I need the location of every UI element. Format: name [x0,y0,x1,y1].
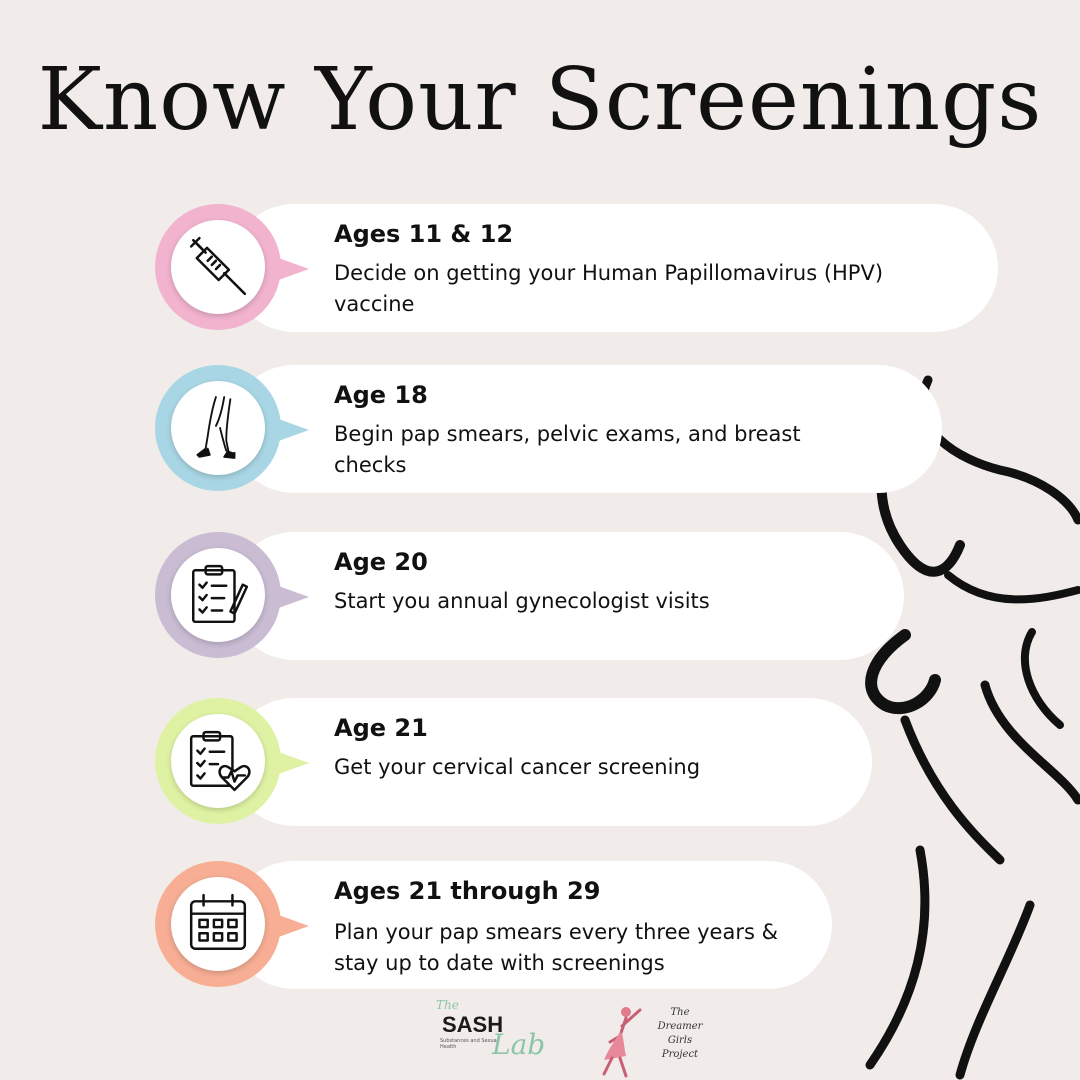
item-description-line-1: Plan your pap smears every three years & [334,920,778,944]
item-description-line-1: Begin pap smears, pelvic exams, and breast [334,422,801,446]
item-heading: Age 20 [334,548,428,576]
item-description-line-1: Get your cervical cancer screening [334,755,701,779]
clipboard-heart-icon [171,714,265,808]
item-heading: Age 18 [334,381,428,409]
screening-item-ages-21-29 [0,855,1080,995]
dreamer-girl-figure-icon [596,1002,652,1078]
legs-heels-icon [171,381,265,475]
item-description-line-1: Decide on getting your Human Papillomavirus (HPV) [334,261,884,285]
item-description-line-2: stay up to date with screenings [334,951,665,975]
logo-dreamer-line-3: Project [661,1049,699,1060]
sash-lab-logo [432,998,546,1070]
ring-pointer [273,256,309,282]
screening-item-age-20 [0,526,1080,666]
logo-subtitle: Substances and Sexual Health [440,1038,499,1050]
ring-pointer [273,417,309,443]
item-description-line-2: vaccine [334,292,415,316]
logo-sash-text: SASH [442,1012,504,1037]
item-heading: Age 21 [334,714,428,742]
logo-dreamer-text [652,1006,708,1062]
screening-item-age-21 [0,692,1080,832]
item-description-line-2: checks [334,453,407,477]
calendar-icon [171,877,265,971]
item-heading: Ages 21 through 29 [334,877,601,905]
page-title: Know Your Screenings [37,50,1043,150]
syringe-icon [171,220,265,314]
ring-pointer [273,913,309,939]
screening-item-ages-11-12 [0,198,1080,338]
screening-item-age-18 [0,359,1080,499]
item-description-line-1: Start you annual gynecologist visits [334,589,710,613]
dreamer-girls-project-logo [596,1002,706,1078]
logo-dreamer-line-2: Dreamer Girls [657,1021,703,1046]
clipboard-checklist-icon [171,548,265,642]
logo-the-text: The [436,998,459,1012]
ring-pointer [273,750,309,776]
logo-lab-text: Lab [492,1028,546,1061]
ring-pointer [273,584,309,610]
logo-dreamer-line-1: The [670,1007,690,1018]
item-heading: Ages 11 & 12 [334,220,514,248]
